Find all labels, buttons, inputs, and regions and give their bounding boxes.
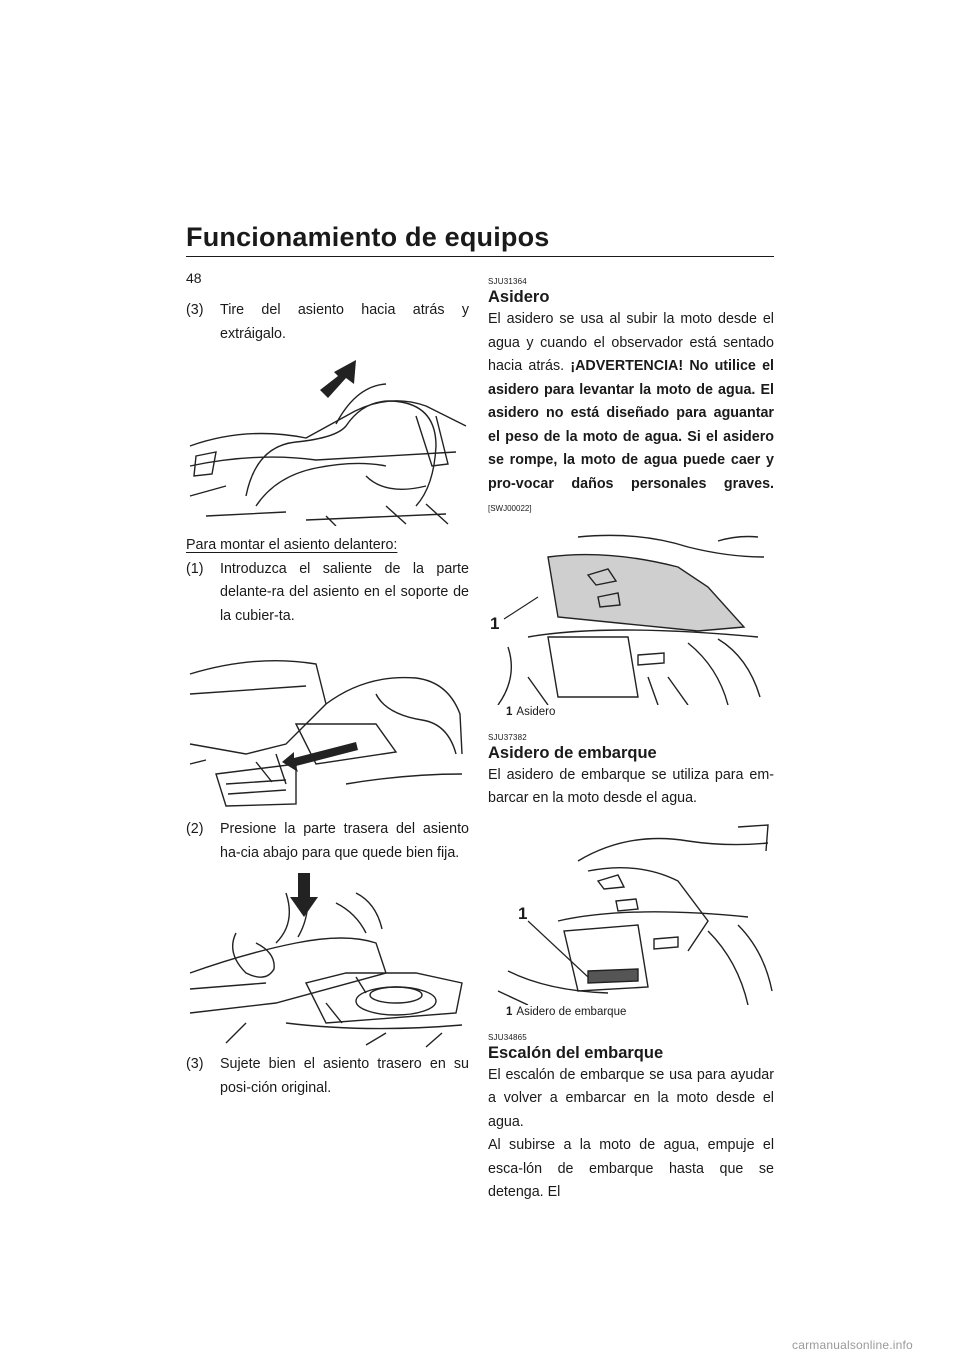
- figure-boarding-handle: [488, 821, 774, 1005]
- grab-handle-text: [488, 308, 774, 521]
- boarding-handle-caption: [488, 1005, 774, 1019]
- figure-grab-handle: [488, 527, 774, 705]
- page-title: Funcionamiento de equipos: [186, 222, 550, 252]
- step-pull-seat: [186, 299, 469, 346]
- watermark: carmanualsonline.info: [792, 1338, 913, 1352]
- grab-handle-illustration: [488, 527, 774, 705]
- boarding-handle-illustration: [488, 821, 774, 1005]
- caption-text: Asidero: [516, 705, 556, 718]
- boarding-handle-text: El asidero de embarque se utiliza para em-barcar en la moto desde el agua.: [488, 766, 774, 806]
- caption-text: Asidero de embarque: [516, 1005, 627, 1018]
- warning-code: [SWJ00022]: [488, 504, 532, 513]
- section-code: SJU31364: [488, 277, 527, 286]
- boarding-step-text-2: Al subirse a la moto de agua, empuje el esca-lón de embarque hasta que se detenga. El: [488, 1137, 774, 1200]
- header-rule: [186, 256, 774, 257]
- figure-callout-1: 1: [490, 613, 500, 633]
- boarding-step-text-1: El escalón de embarque se usa para ayudar a volver a embarcar en la moto desde el agua.: [488, 1066, 774, 1130]
- grab-handle-caption: [488, 705, 774, 719]
- step-number: (2): [186, 821, 204, 837]
- page-number: 48: [186, 270, 202, 286]
- left-column: [186, 275, 469, 1100]
- step-text: Sujete bien el asiento trasero en su posi-ción original.: [220, 1056, 469, 1096]
- right-column: [488, 275, 774, 1205]
- step-press-seat: [186, 818, 469, 865]
- figure-seat-press: [186, 873, 469, 1049]
- seat-press-illustration: [186, 873, 469, 1049]
- seat-removal-illustration: [186, 356, 469, 526]
- grab-handle-warning: ¡ADVERTENCIA! No utilice el asidero para levantar la moto de agua. El asidero no está diseñado para aguantar el peso de la moto de agua. Si el asidero se rompe, la moto de agua puede caer y pro-vocar daños personales graves.: [488, 358, 774, 492]
- seat-insert-illustration: [186, 634, 469, 814]
- section-title-grab-handle: Asidero: [488, 288, 550, 306]
- figure-seat-removal: [186, 356, 469, 526]
- step-text: Presione la parte trasera del asiento ha-cia abajo para que quede bien fija.: [220, 821, 469, 861]
- step-number: (1): [186, 560, 204, 577]
- caption-number: 1: [506, 705, 513, 718]
- figure-callout-1: 1: [518, 903, 528, 923]
- step-number: (3): [186, 302, 204, 318]
- section-title-boarding-step: Escalón del embarque: [488, 1043, 664, 1062]
- figure-seat-insert: [186, 634, 469, 814]
- step-secure-rear-seat: [186, 1053, 469, 1100]
- step-number: (3): [186, 1056, 204, 1072]
- grab-handle-description: El asidero se usa al subir la moto desde el agua y cuando el observador está sentado hacia atrás.: [488, 311, 774, 374]
- step-text: Tire del asiento hacia atrás y extráigalo.: [220, 302, 469, 342]
- step-text: Introduzca el saliente de la parte delante-ra del asiento en el soporte de la cubier-ta.: [220, 560, 469, 624]
- step-insert-projection: [186, 558, 469, 629]
- section-code: SJU34865: [488, 1032, 527, 1042]
- section-code: SJU37382: [488, 732, 527, 742]
- section-title-boarding-handle: Asidero de embarque: [488, 743, 657, 762]
- caption-number: 1: [506, 1005, 513, 1018]
- front-seat-install-heading: Para montar el asiento delantero:: [186, 537, 398, 553]
